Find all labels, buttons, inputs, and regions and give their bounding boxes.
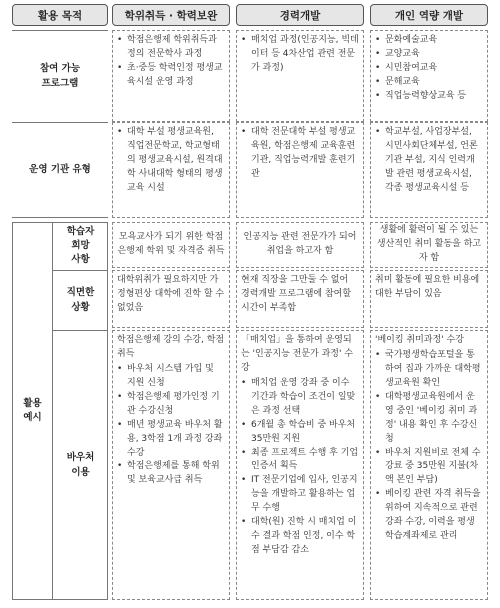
header-col3 [370, 4, 488, 26]
hope-col1-text: 모욕교사가 되기 위한 학점은행제 학위 및 자격증 취득 [117, 232, 225, 256]
problem-col1-text: 대학위취가 필요하지만 가정형편상 대학에 진학 할 수 없었음 [117, 275, 225, 313]
hope-col3 [370, 222, 488, 268]
institutions-col1 [112, 122, 230, 218]
list-item: • 학교부설, 사업장부설, 시민사회단체부설, 언론기관 부설, 지식 인력개발 관련 평생교육시설, 각종 평생교육시설 등 [375, 126, 483, 196]
list-item: • 직업능력향상교육 등 [375, 90, 483, 104]
hope-col3-text: 생활에 활력이 될 수 있는 생산적인 취미 활동을 하고자 함 [376, 225, 482, 263]
list-item: • 대학평생교육원에서 운영 중인 '베이킹 취미 과정' 내용 확인 후 수강신청 [375, 391, 483, 447]
institutions-col2 [236, 122, 364, 218]
list-item: • 바우처 지원비로 전체 수강료 중 35만원 지불(차액 본인 부담) [375, 447, 483, 489]
list-item: • 매년 평생교육 바우처 활용, 3학점 1개 과정 강좌 수강 [117, 419, 225, 461]
programs-col2-list [241, 34, 359, 76]
problem-col2 [236, 270, 364, 328]
list-item: • 학점은행제를 통해 학위 및 보육교사급 취득 [117, 460, 225, 488]
problem-col1 [112, 270, 230, 328]
voucher-col1 [112, 330, 230, 600]
problem-col2-text: 현재 직장을 그만둘 수 없어 경력개발 프로그램에 참여할 시간이 부족함 [241, 275, 352, 313]
institutions-col3 [370, 122, 488, 218]
voucher-col1-list [117, 363, 225, 488]
list-item: • 베이킹 관련 자격 취득을 위하여 지속적으로 관련 강좌 수강, 이력을 평생학습계좌제로 관리 [375, 488, 483, 544]
problem-label: 직면한 상황 [53, 270, 108, 330]
voucher-col2-list [241, 377, 359, 558]
list-item: • 대학(원) 진학 시 매치업 이수 결과 학점 인정, 이수 학점 부담감 감소 [241, 516, 359, 558]
list-item: • 매치업 과정(인공지능, 빅데이터 등 4차산업 관련 전문가 과정) [241, 34, 359, 76]
list-item: • 초·중등 학력인정 평생교육시설 운영 과정 [117, 62, 225, 90]
hope-col2-text: 인공지능 관련 전문가가 되어 취업을 하고자 함 [243, 232, 357, 256]
usage-label: 활용 예시 [13, 222, 53, 600]
programs-col3 [370, 30, 488, 122]
voucher-col2 [236, 330, 364, 600]
voucher-label: 바우처 이용 [53, 330, 108, 600]
programs-col2 [236, 30, 364, 122]
voucher-col1-intro: 학점은행제 강의 수강, 학점 취득 [117, 335, 225, 359]
hope-col2 [236, 222, 364, 268]
header-col1-text: 학위취득 · 학력보완 [124, 9, 218, 22]
list-item: • 바우처 시스템 가입 및 지원 신청 [117, 363, 225, 391]
problem-col3 [370, 270, 488, 328]
programs-col1-list [117, 34, 225, 90]
row-institutions-label: 운영 기관 유형 [12, 122, 108, 218]
list-item: • 문해교육 [375, 76, 483, 90]
list-item: • 교양교육 [375, 48, 483, 62]
hope-label: 학습자 희망 사항 [66, 225, 95, 266]
list-item: • IT 전문기업에 입사, 인공지능을 개발하고 활용하는 업무 수행 [241, 474, 359, 516]
header-purpose-text: 활용 목적 [37, 9, 83, 22]
list-item: • 대학 부설 평생교육원, 직업전문학교, 학교형태의 평생교육시설, 원격대학 사내대학 형태의 평생교육 시설 [117, 126, 225, 196]
programs-col3-list [375, 34, 483, 104]
institutions-col3-list [375, 126, 483, 196]
list-item: • 학점은행제 학위취득과정의 전문학사 과정 [117, 34, 225, 62]
voucher-col3-intro: '베이킹 취미과정' 수강 [375, 335, 464, 345]
voucher-col3 [370, 330, 488, 600]
header-col3-text: 개인 역량 개발 [394, 9, 464, 22]
problem-col3-text: 취미 활동에 필요한 비용에 대한 부담이 있음 [375, 275, 480, 299]
list-item: • 6개월 총 학습비 중 바우처 35만원 지원 [241, 419, 359, 447]
list-item: • 문화예술교육 [375, 34, 483, 48]
institutions-col1-list [117, 126, 225, 196]
row-programs-label: 참여 가능 프로그램 [12, 30, 108, 122]
programs-col1 [112, 30, 230, 122]
institutions-col2-list [241, 126, 359, 182]
list-item: • 대학 전문대학 부설 평생교육원, 학점은행제 교육훈련기관, 직업능력개발 훈련기관 [241, 126, 359, 182]
header-col2-text: 경력개발 [279, 9, 321, 22]
list-item: • 국가평생학습포털을 통하여 집과 가까운 대학평생교육원 확인 [375, 349, 483, 391]
list-item: • 최종 프로젝트 수행 후 기업 인증서 획득 [241, 447, 359, 475]
voucher-col3-list [375, 349, 483, 544]
header-col1 [112, 4, 230, 26]
hope-col1 [112, 222, 230, 268]
list-item: • 매치업 운영 강좌 중 이수 기간과 학습이 조건이 일맞은 과정 선택 [241, 377, 359, 419]
voucher-col2-intro: 「매치업」을 통하여 운영되는 '인공지능 전문가 과정' 수강 [241, 335, 354, 373]
header-col2 [236, 4, 364, 26]
list-item: • 학점은행제 평가인정 기관 수강신청 [117, 391, 225, 419]
list-item: • 시민참여교육 [375, 62, 483, 76]
header-purpose [12, 4, 108, 26]
